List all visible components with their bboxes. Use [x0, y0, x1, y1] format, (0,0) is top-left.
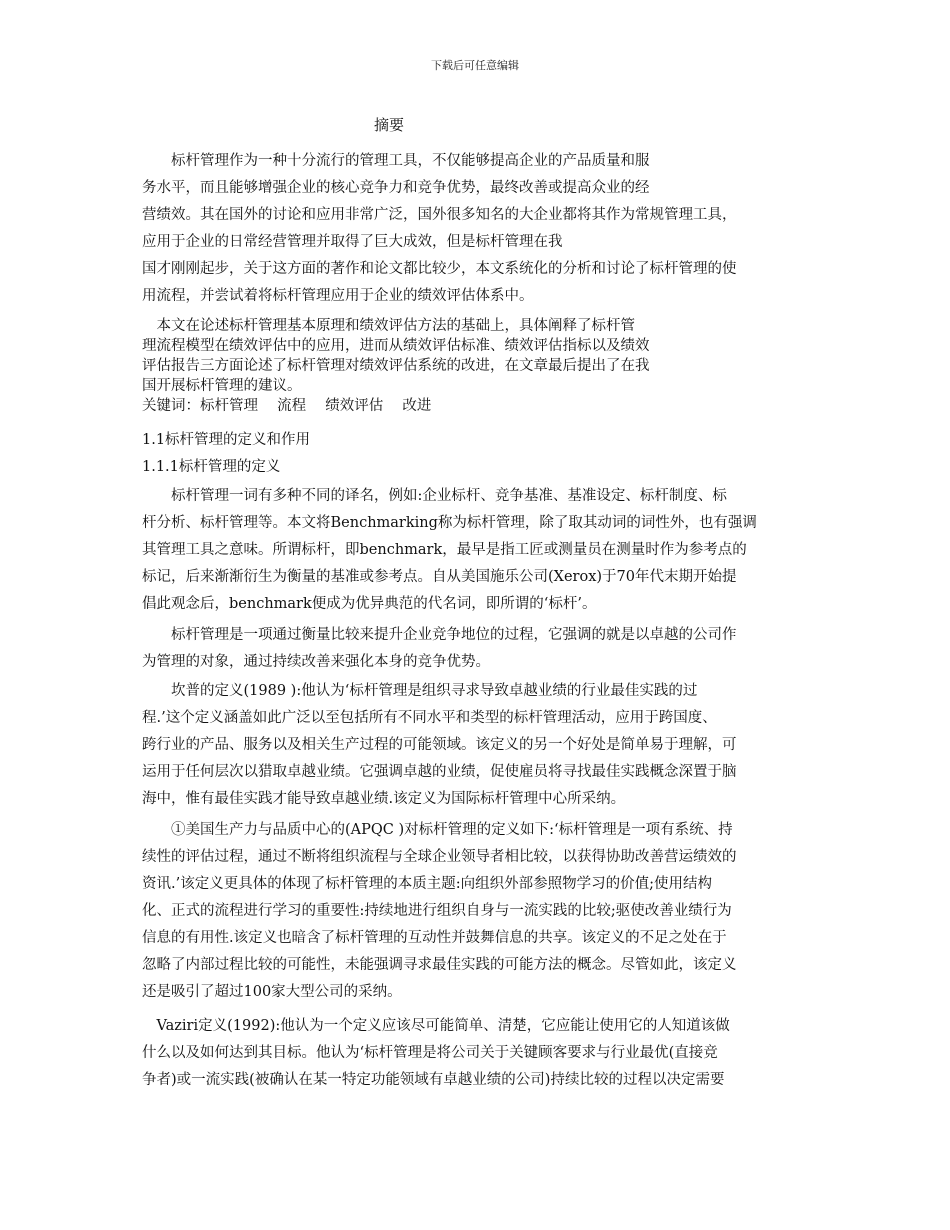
- text-line: 杆分析、标杆管理等。本文将Benchmarking称为标杆管理，除了取其动词的词性外，也有强调: [142, 515, 757, 531]
- text-line: 为管理的对象，通过持续改善来强化本身的竞争优势。: [142, 654, 490, 670]
- text-line: 海中，惟有最佳实践才能导致卓越业绩.该定义为国际标杆管理中心所采纳。: [142, 791, 626, 807]
- body-paragraph-5: [142, 1013, 812, 1094]
- text-line: 标杆管理一词有多种不同的译名，例如:企业标杆、竞争基准、基准设定、标杆制度、标: [142, 488, 727, 504]
- text-line: 务水平，而且能够增强企业的核心竞争力和竞争优势，最终改善或提高众业的经: [142, 180, 650, 196]
- abstract-paragraph-1: [142, 148, 812, 310]
- keywords-line: 关键词：标杆管理 流程 绩效评估 改进: [142, 398, 432, 414]
- text-line: 什么以及如何达到其目标。他认为‘标杆管理是将公司关于关键顾客要求与行业最优(直接竞: [142, 1045, 718, 1061]
- text-line: 续性的评估过程，通过不断将组织流程与全球企业领导者相比较，以获得协助改善营运绩效的: [142, 849, 737, 865]
- text-line: 信息的有用性.该定义也暗含了标杆管理的互动性并鼓舞信息的共享。该定义的不足之处在于: [142, 930, 727, 946]
- text-line: 应用于企业的日常经营管理并取得了巨大成效，但是标杆管理在我: [142, 234, 563, 250]
- abstract-paragraph-2: [142, 316, 812, 416]
- text-line: 资讯.’该定义更具体的体现了标杆管理的本质主题:向组织外部参照物学习的价值;使用结构: [142, 876, 712, 892]
- text-line: 还是吸引了超过100家大型公司的采纳。: [142, 984, 402, 1000]
- text-line: 忽略了内部过程比较的可能性，未能强调寻求最佳实践的可能方法的概念。尽管如此，该定义: [142, 957, 737, 973]
- abstract-title: 摘要: [374, 116, 405, 134]
- section-heading-1-1-1: 1.1.1标杆管理的定义: [142, 459, 281, 475]
- text-line: ①美国生产力与品质中心的(APQC )对标杆管理的定义如下:‘标杆管理是一项有系统、持: [142, 822, 733, 838]
- body-paragraph-4: [142, 817, 812, 1006]
- text-line: 用流程，并尝试着将标杆管理应用于企业的绩效评估体系中。: [142, 288, 534, 304]
- header-note: 下载后可任意编辑: [431, 59, 519, 72]
- text-line: 国开展标杆管理的建议。: [142, 378, 302, 394]
- body-paragraph-3: [142, 678, 812, 813]
- text-line: 标杆管理是一项通过衡量比较来提升企业竞争地位的过程，它强调的就是以卓越的公司作: [142, 627, 737, 643]
- text-line: 标记，后来渐渐衍生为衡量的基准或参考点。自从美国施乐公司(Xerox)于70年代末期开始提: [142, 569, 737, 585]
- text-line: 评估报告三方面论述了标杆管理对绩效评估系统的改进，在文章最后提出了在我: [142, 358, 650, 374]
- section-heading-1-1: 1.1标杆管理的定义和作用: [142, 432, 311, 448]
- body-paragraph-1: [142, 483, 812, 618]
- text-line: 倡此观念后，benchmark便成为优异典范的代名词，即所谓的‘标杆’。: [142, 596, 597, 612]
- text-line: 跨行业的产品、服务以及相关生产过程的可能领域。该定义的另一个好处是简单易于理解，可: [142, 737, 737, 753]
- text-line: 营绩效。其在国外的讨论和应用非常广泛，国外很多知名的大企业都将其作为常规管理工具，: [142, 207, 737, 223]
- text-line: 坎普的定义(1989 ):他认为‘标杆管理是组织寻求导致卓越业绩的行业最佳实践的过: [142, 683, 698, 699]
- text-line: 程.’这个定义涵盖如此广泛以至包括所有不同水平和类型的标杆管理活动，应用于跨国度、: [142, 710, 717, 726]
- text-line: 争者)或一流实践(被确认在某一特定功能领域有卓越业绩的公司)持续比较的过程以决定需要: [142, 1072, 725, 1088]
- body-paragraph-2: [142, 622, 812, 676]
- text-line: 运用于任何层次以猎取卓越业绩。它强调卓越的业绩，促使雇员将寻找最佳实践概念深置于脑: [142, 764, 737, 780]
- text-line: 理流程模型在绩效评估中的应用，进而从绩效评估标准、绩效评估指标以及绩效: [142, 338, 650, 354]
- text-line: Vaziri定义(1992):他认为一个定义应该尽可能简单、清楚，它应能让使用它的人知道该做: [142, 1018, 730, 1034]
- text-line: 其管理工具之意味。所谓标杆，即benchmark，最早是指工匠或测量员在测量时作为参考点的: [142, 542, 747, 558]
- text-line: 国才刚刚起步，关于这方面的著作和论文都比较少，本文系统化的分析和讨论了标杆管理的使: [142, 261, 737, 277]
- text-line: 本文在论述标杆管理基本原理和绩效评估方法的基础上，具体阐释了标杆管: [142, 318, 635, 334]
- text-line: 化、正式的流程进行学习的重要性:持续地进行组织自身与一流实践的比较;驱使改善业绩行为: [142, 903, 732, 919]
- text-line: 标杆管理作为一种十分流行的管理工具，不仅能够提高企业的产品质量和服: [142, 153, 650, 169]
